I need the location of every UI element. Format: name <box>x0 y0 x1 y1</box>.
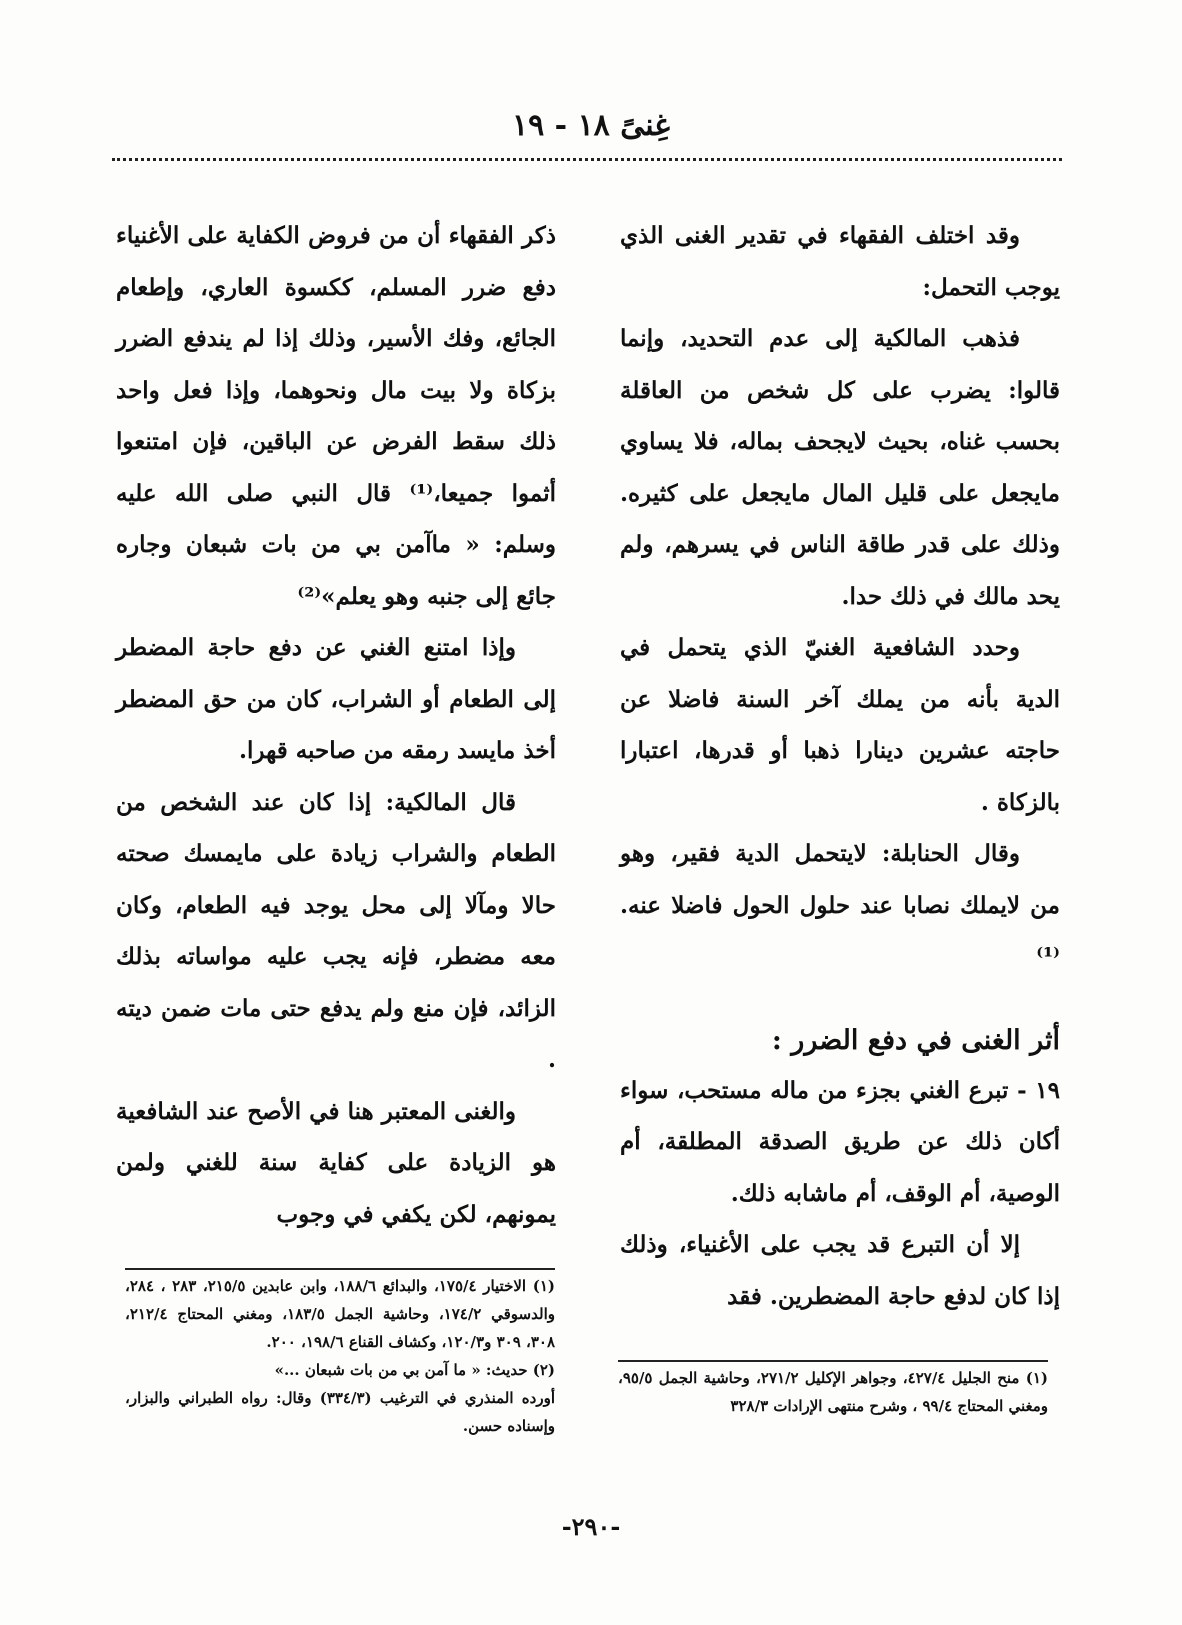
footnotes-left <box>125 1272 555 1440</box>
numbered-paragraph: ١٩ - تبرع الغني بجزء من ماله مستحب، سواء أكان ذلك عن طريق الصدقة المطلقة، أم الوصية، أم الوقف، أم ماشابه ذلك. <box>620 1076 1060 1207</box>
paragraph: ذكر الفقهاء أن من فروض الكفاية على الأغنياء دفع ضرر المسلم، ككسوة العاري، وإطعام الجائع، وفك الأسير، وذلك إذا لم يندفع الضرر بزكاة ولا بيت مال ونحوهما، وإذا فعل واحد ذلك سقط الفرض عن الباقين، فإن امتنعوا أثموا جميعا،⁽¹⁾ قال النبي صلى الله عليه وسلم: « ماآمن بي من بات شبعان وجاره جائع إلى جنبه وهو يعلم»⁽²⁾ <box>116 222 556 610</box>
footnote-divider-right <box>618 1360 1048 1362</box>
footnote: (٢) حديث: « ما آمن بي من بات شبعان ...» <box>274 1361 555 1379</box>
paragraph: وحدد الشافعية الغنيّ الذي يتحمل في الدية بأنه من يملك آخر السنة فاضلا عن حاجته عشرين دينارا ذهبا أو قدرها، اعتبارا بالزكاة . <box>620 634 1060 816</box>
header-dotted-rule <box>112 158 1062 161</box>
footnotes-right <box>618 1364 1048 1420</box>
paragraph: وإذا امتنع الغني عن دفع حاجة المضطر إلى الطعام أو الشراب، كان من حق المضطر أخذ مايسد رمقه من صاحبه قهرا. <box>116 634 556 764</box>
page-number: -٢٩٠- <box>561 1512 621 1541</box>
footnote: أورده المنذري في الترغيب (٣٣٤/٣) وقال: رواه الطبراني والبزار، وإسناده حسن. <box>125 1389 555 1435</box>
left-column <box>116 210 556 1240</box>
right-column <box>620 210 1060 1322</box>
page-header-title: غِنىً ١٨ - ١٩ <box>511 108 670 143</box>
paragraph: قال المالكية: إذا كان عند الشخص من الطعام والشراب زيادة على مايمسك صحته حالا ومآلا إلى محل يوجد فيه الطعام، وكان معه مضطر، فإنه يجب عليه مواساته بذلك الزائد، فإن منع ولم يدفع حتى مات ضمن ديته . <box>116 788 556 1073</box>
footnote: (١) منح الجليل ٤٢٧/٤، وجواهر الإكليل ٢٧١/٢، وحاشية الجمل ٩٥/٥، ومغني المحتاج ٩٩/٤ ، وشرح منتهى الإرادات ٣٢٨/٣ <box>618 1369 1049 1415</box>
paragraph: إلا أن التبرع قد يجب على الأغنياء، وذلك إذا كان لدفع حاجة المضطرين. فقد <box>620 1231 1060 1310</box>
paragraph: فذهب المالكية إلى عدم التحديد، وإنما قالوا: يضرب على كل شخص من العاقلة بحسب غناه، بحيث لايجحف بماله، فلا يساوي مايجعل على قليل المال مايجعل على كثيره. وذلك على قدر طاقة الناس في يسرهم، ولم يحد مالك في ذلك حدا. <box>620 325 1060 610</box>
footnote-divider-left <box>125 1268 555 1270</box>
paragraph: وقد اختلف الفقهاء في تقدير الغنى الذي يوجب التحمل: <box>620 222 1060 301</box>
footnote: (١) الاختيار ١٧٥/٤، والبدائع ١٨٨/٦، وابن عابدين ٢١٥/٥، ٢٨٣ ، ٢٨٤، والدسوقي ١٧٤/٢، وحاشية الجمل ١٨٣/٥، ومغني المحتاج ٢١٢/٤، ٣٠٨، ٣٠٩ و١٢٠/٣، وكشاف القناع ١٩٨/٦، ٢٠٠. <box>125 1277 555 1351</box>
paragraph: والغنى المعتبر هنا في الأصح عند الشافعية هو الزيادة على كفاية سنة للغني ولمن يمونهم، لكن يكفي في وجوب <box>116 1097 556 1228</box>
section-heading: أثر الغنى في دفع الضرر : <box>771 1024 1060 1056</box>
paragraph: وقال الحنابلة: لايتحمل الدية فقير، وهو من لايملك نصابا عند حلول الحول فاضلا عنه.⁽¹⁾ <box>620 840 1060 970</box>
